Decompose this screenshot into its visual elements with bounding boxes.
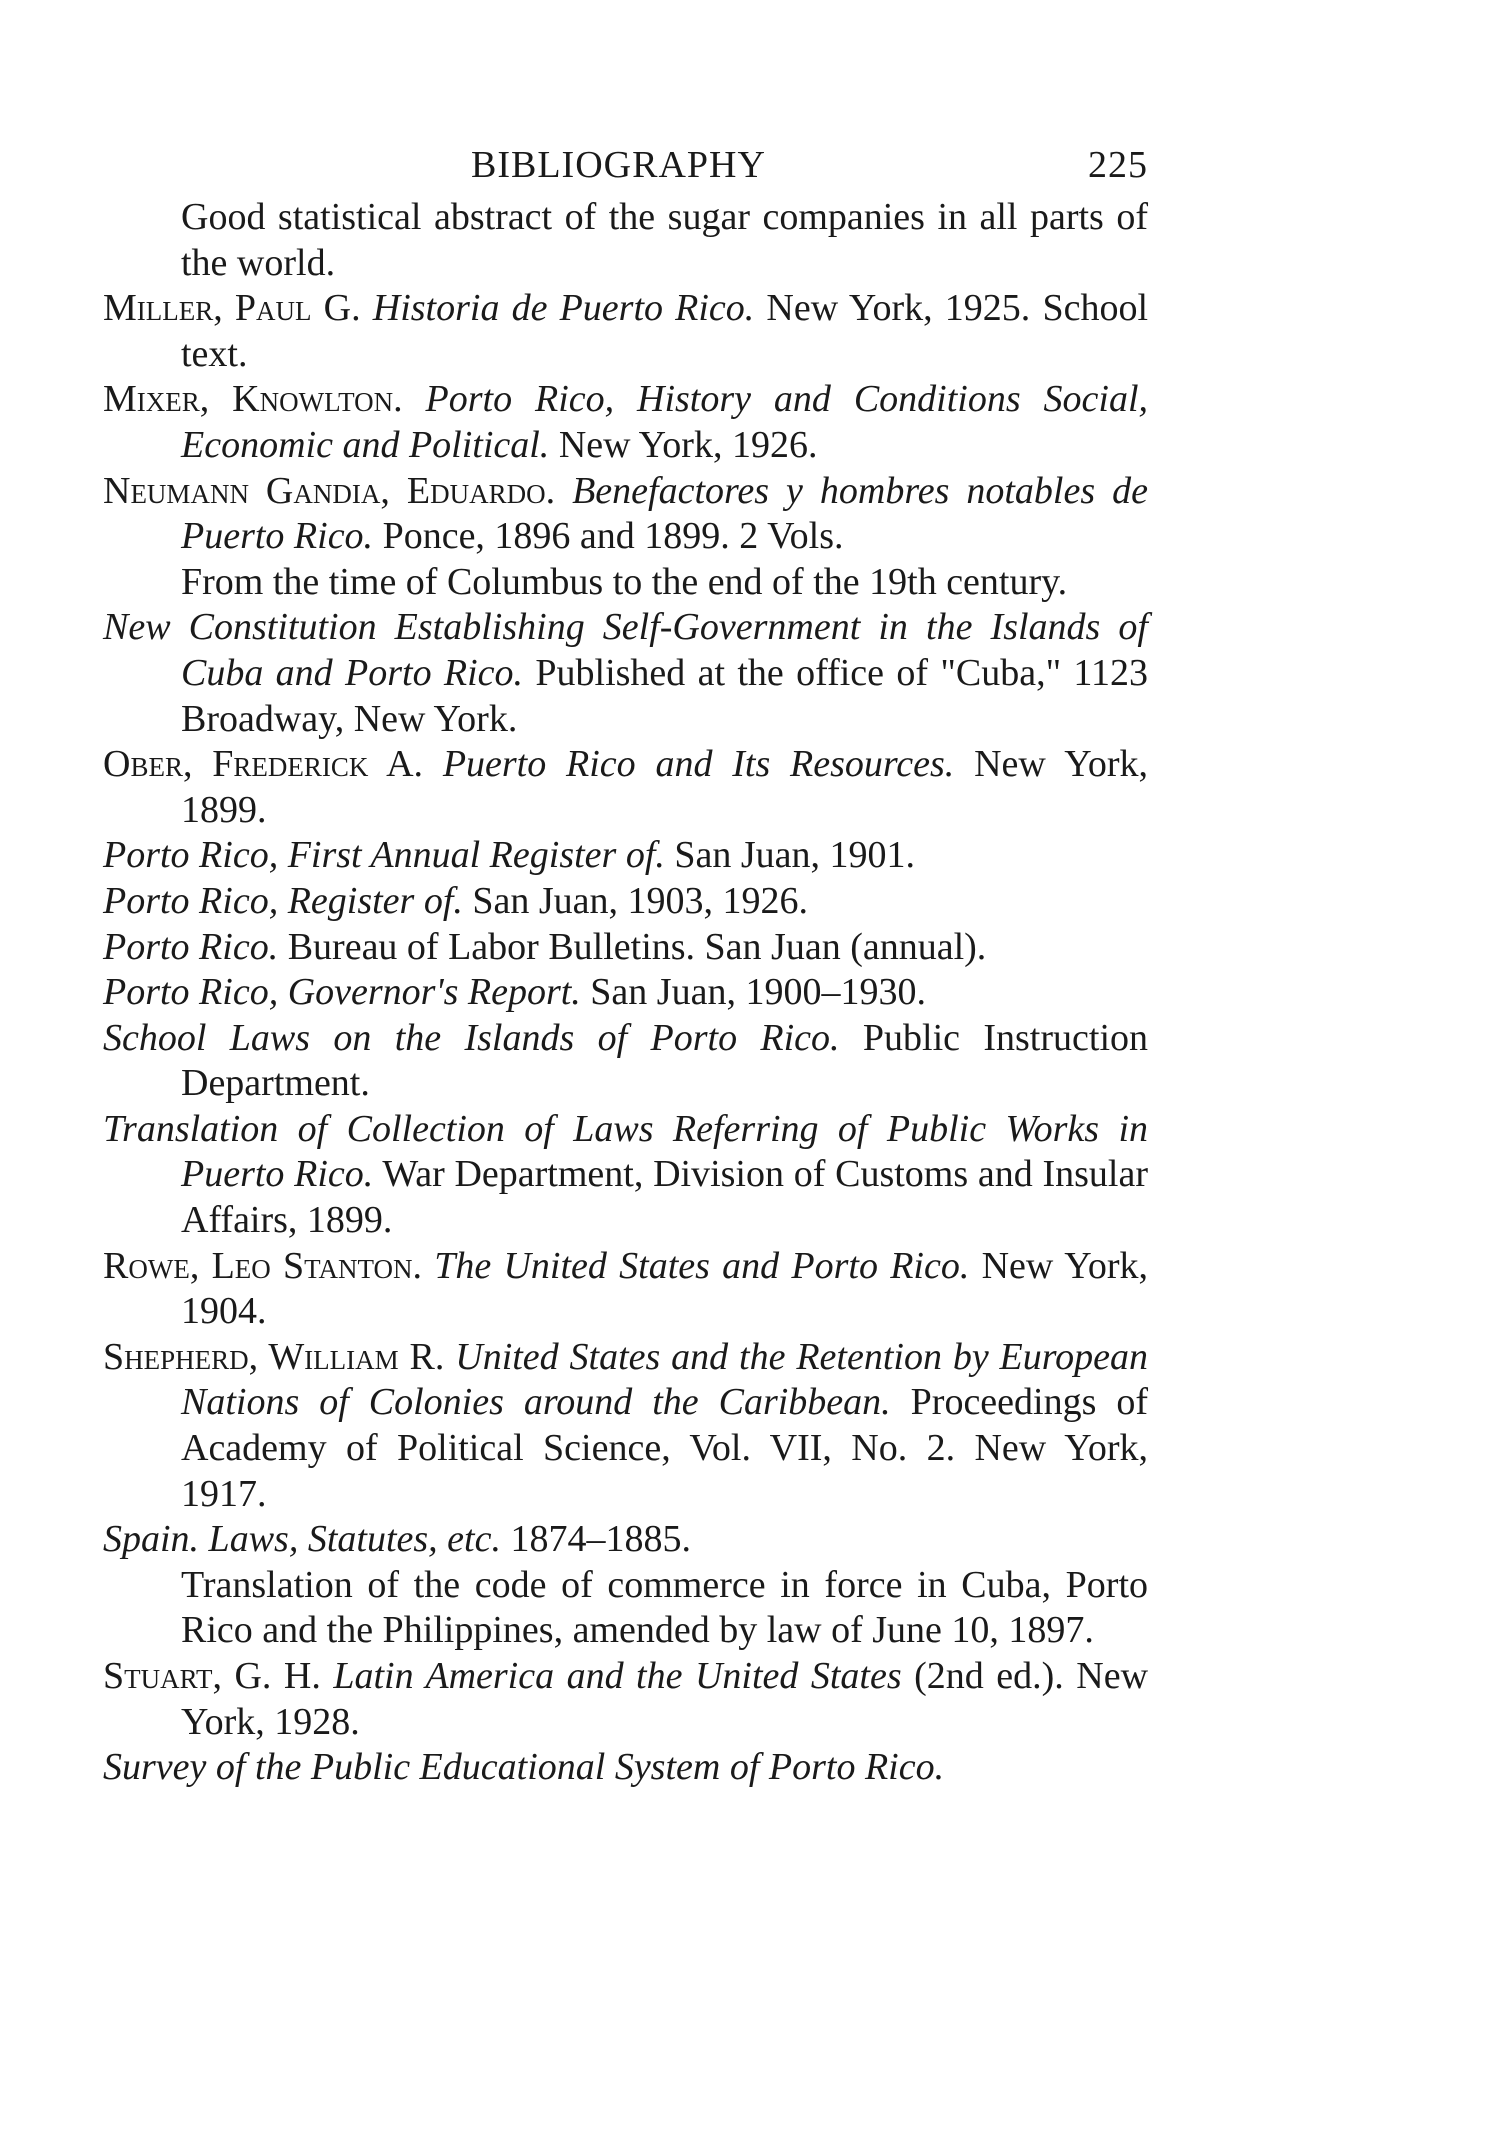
bibliography-entry [103,1016,1148,1107]
running-title: BIBLIOGRAPHY [471,144,766,186]
entry-details: New York, 1904. [181,1244,1148,1333]
entry-title: Translation of Collection of Laws Referring of Public Works in Puerto Rico. [103,1107,1148,1196]
entry-title: Porto Rico, Register of. [103,879,463,922]
entry-note: Translation of the code of commerce in force in Cuba, Porto Rico and the Philippines, amended by law of June 10, 1897. [181,1563,1148,1652]
entry-author: Mixer, Knowlton. [103,378,403,421]
bibliography-entry [103,742,1148,833]
entry-title: Historia de Puerto Rico. [372,287,755,330]
bibliography-entry [103,1335,1148,1517]
entry-title: New Constitution Establishing Self-Government in the Islands of Cuba and Porto Rico. [103,606,1148,694]
entry-author: Rowe, Leo Stanton. [103,1244,422,1287]
entry-title: United States and the Retention by European Nations of Colonies around the Caribbean. [181,1335,1149,1424]
entry-details: Public Instruction Department. [181,1016,1148,1105]
entry-details: War Department, Division of Customs and Insular Affairs, 1899. [181,1153,1148,1242]
bibliography-entry [103,469,1148,560]
entry-title: School Laws on the Islands of Porto Rico. [103,1016,840,1059]
entry-title: The United States and Porto Rico. [434,1244,970,1287]
bibliography-entry [103,286,1148,377]
entry-title: Benefactores y hombres notables de Puerto Rico. [181,469,1149,558]
bibliography-entry [103,1654,1148,1745]
bibliography-entry [103,925,1148,971]
entry-details: Published at the office of "Cuba," 1123 Broadway, New York. [181,651,1148,740]
entry-details: Bureau of Labor Bulletins. San Juan (annual). [287,925,987,968]
entry-details: New York, 1926. [558,423,818,466]
entry-author: Miller, Paul G. [103,287,361,330]
entry-details: San Juan, 1900–1930. [590,971,926,1014]
entry-details: New York, 1899. [181,743,1149,831]
entry-note: From the time of Columbus to the end of the 19th century. [181,560,1068,603]
entry-title: Porto Rico, Governor's Report. [103,971,581,1014]
bibliography-entry [103,1517,1148,1563]
entry-title: Puerto Rico and Its Resources. [442,743,955,786]
entry-title: Latin America and the United States [333,1655,902,1697]
entry-author: Stuart, G. H. [103,1655,321,1697]
bibliography-entry [103,1107,1148,1244]
bibliography-entry [103,1745,1148,1791]
bibliography-entry [103,377,1148,468]
entry-title: Survey of the Public Educational System of Porto Rico. [103,1746,945,1789]
running-head [103,143,1148,187]
entry-details: Proceedings of Academy of Political Science, Vol. VII, No. 2. New York, 1917. [181,1381,1149,1515]
entry-details: (2nd ed.). New York, 1928. [181,1655,1149,1743]
bibliography-entry [103,833,1148,879]
entry-details: New York, 1925. School text. [181,287,1148,375]
entry-title: Porto Rico, First Annual Register of. [103,834,665,877]
entry-title: Porto Rico, History and Conditions Social, Economic and Political. [181,378,1149,466]
bibliography-entry [103,1244,1148,1335]
bibliography-entry [103,879,1148,925]
entry-details: Ponce, 1896 and 1899. 2 Vols. [382,515,844,558]
entry-note: Good statistical abstract of the sugar companies in all parts of the world. [181,196,1148,284]
entry-author: Shepherd, William R. [103,1335,445,1378]
bibliography-list [103,195,1148,1791]
entry-title: Spain. Laws, Statutes, etc. [103,1518,501,1561]
entry-details: 1874–1885. [510,1518,691,1561]
entry-author: Neumann Gandia, Eduardo. [103,469,556,512]
page-number: 225 [1088,144,1148,186]
bibliography-entry [103,605,1148,742]
entry-author: Ober, Frederick A. [103,743,424,786]
entry-title: Porto Rico. [103,925,279,968]
entry-details: San Juan, 1903, 1926. [472,879,809,922]
bibliography-entry [103,970,1148,1016]
entry-details: San Juan, 1901. [674,834,916,877]
